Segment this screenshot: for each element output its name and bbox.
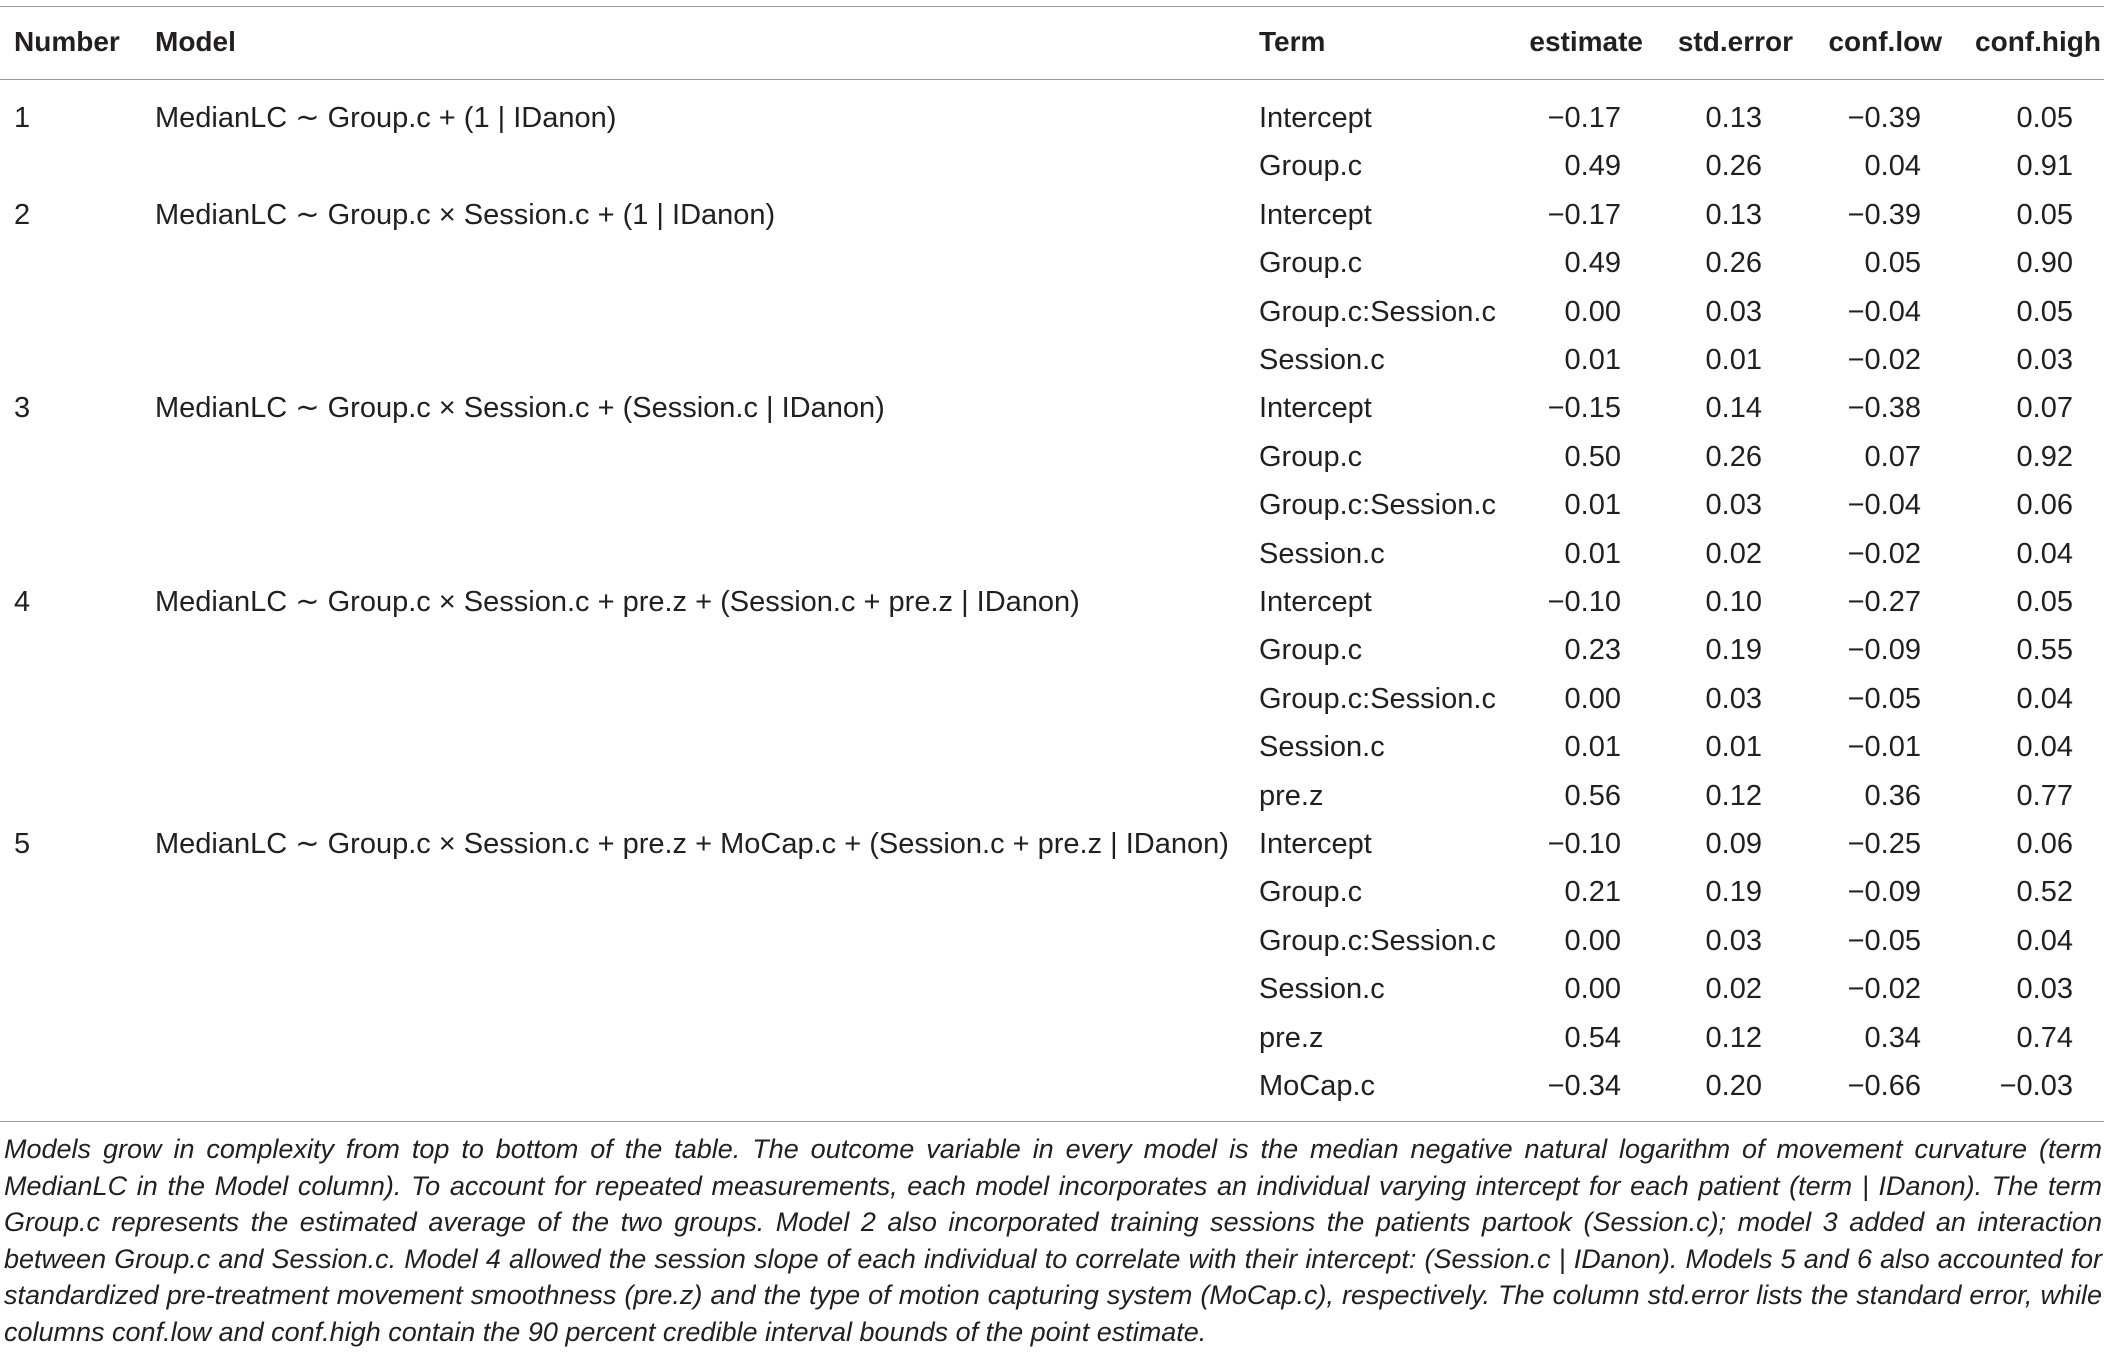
estimate-cell: −0.17 xyxy=(1547,102,1621,134)
header-term: Term xyxy=(1259,26,1326,57)
std-error-cell: 0.12 xyxy=(1705,779,1762,812)
conf-low-cell: −0.02 xyxy=(1847,973,1921,1006)
estimate-cell: −0.15 xyxy=(1547,392,1621,425)
conf-high-cell: 0.55 xyxy=(2016,634,2073,667)
header-conf-low: conf.low xyxy=(1828,26,1942,57)
estimate-cell: 0.49 xyxy=(1564,150,1621,183)
term-cell: pre.z xyxy=(1259,1021,1324,1054)
conf-low-cell: −0.02 xyxy=(1847,537,1921,570)
conf-high-cell: 0.05 xyxy=(2016,102,2073,134)
conf-high-cell: 0.04 xyxy=(2016,537,2073,570)
std-error-cell: 0.19 xyxy=(1705,876,1762,909)
std-error-cell: 0.03 xyxy=(1705,924,1762,957)
model-number: 3 xyxy=(14,392,31,425)
conf-low-cell: −0.05 xyxy=(1847,682,1921,715)
std-error-cell: 0.01 xyxy=(1705,344,1762,376)
term-cell: Intercept xyxy=(1259,102,1372,134)
term-cell: Intercept xyxy=(1259,198,1372,231)
model-number: 1 xyxy=(14,102,31,134)
model-formula: MedianLC ∼ Group.c × Session.c + (Session.c | IDanon) xyxy=(155,392,885,425)
term-cell: Group.c xyxy=(1259,247,1363,280)
estimate-cell: −0.34 xyxy=(1547,1070,1621,1102)
conf-low-cell: 0.07 xyxy=(1864,440,1921,473)
conf-high-cell: 0.74 xyxy=(2016,1021,2073,1054)
model-number: 4 xyxy=(14,586,31,618)
conf-low-cell: −0.25 xyxy=(1847,828,1921,860)
term-cell: pre.z xyxy=(1259,779,1324,812)
conf-high-cell: 0.07 xyxy=(2016,392,2073,425)
term-cell: Group.c:Session.c xyxy=(1259,924,1496,957)
table-top-rule xyxy=(0,6,2104,7)
conf-low-cell: −0.09 xyxy=(1847,634,1921,667)
term-cell: Session.c xyxy=(1259,344,1385,376)
term-cell: Group.c xyxy=(1259,150,1363,183)
model-formula: MedianLC ∼ Group.c × Session.c + pre.z + (Session.c + pre.z | IDanon) xyxy=(155,586,1080,618)
term-cell: Session.c xyxy=(1259,537,1385,570)
conf-low-cell: −0.38 xyxy=(1847,392,1921,425)
header-model: Model xyxy=(155,26,236,57)
model-formula: MedianLC ∼ Group.c × Session.c + pre.z + MoCap.c + (Session.c + pre.z | IDanon) xyxy=(155,828,1229,860)
term-cell: Group.c xyxy=(1259,876,1363,909)
model-number: 5 xyxy=(14,828,31,860)
conf-low-cell: −0.04 xyxy=(1847,295,1921,328)
conf-high-cell: −0.03 xyxy=(1999,1070,2073,1102)
term-cell: Intercept xyxy=(1259,828,1372,860)
std-error-cell: 0.20 xyxy=(1705,1070,1762,1102)
estimate-cell: 0.23 xyxy=(1564,634,1621,667)
std-error-cell: 0.03 xyxy=(1705,489,1762,522)
conf-high-cell: 0.91 xyxy=(2016,150,2073,183)
header-number: Number xyxy=(14,26,120,57)
std-error-cell: 0.02 xyxy=(1705,973,1762,1006)
std-error-cell: 0.12 xyxy=(1705,1021,1762,1054)
term-cell: Intercept xyxy=(1259,392,1372,425)
conf-low-cell: 0.34 xyxy=(1864,1021,1921,1054)
term-cell: Group.c:Session.c xyxy=(1259,489,1496,522)
estimate-cell: 0.00 xyxy=(1564,295,1621,328)
conf-high-cell: 0.05 xyxy=(2016,586,2073,618)
conf-low-cell: −0.27 xyxy=(1847,586,1921,618)
conf-low-cell: −0.39 xyxy=(1847,102,1921,134)
estimate-cell: 0.49 xyxy=(1564,247,1621,280)
model-formula: MedianLC ∼ Group.c × Session.c + (1 | IDanon) xyxy=(155,198,776,231)
term-cell: Group.c:Session.c xyxy=(1259,295,1496,328)
conf-high-cell: 0.77 xyxy=(2016,779,2073,812)
conf-low-cell: 0.36 xyxy=(1864,779,1921,812)
conf-low-cell: 0.05 xyxy=(1864,247,1921,280)
conf-low-cell: −0.02 xyxy=(1847,344,1921,376)
estimate-cell: 0.21 xyxy=(1564,876,1621,909)
header-std-error: std.error xyxy=(1677,26,1793,57)
estimate-cell: 0.01 xyxy=(1564,344,1621,376)
term-cell: Session.c xyxy=(1259,973,1385,1006)
term-cell: Intercept xyxy=(1259,586,1372,618)
conf-high-cell: 0.04 xyxy=(2016,924,2073,957)
conf-high-cell: 0.04 xyxy=(2016,731,2073,764)
conf-high-cell: 0.90 xyxy=(2016,247,2073,280)
term-cell: Session.c xyxy=(1259,731,1385,764)
conf-low-cell: −0.05 xyxy=(1847,924,1921,957)
conf-low-cell: −0.66 xyxy=(1847,1070,1921,1102)
std-error-cell: 0.13 xyxy=(1705,102,1762,134)
std-error-cell: 0.03 xyxy=(1705,682,1762,715)
estimate-cell: 0.56 xyxy=(1564,779,1621,812)
header-rule xyxy=(0,79,2104,80)
std-error-cell: 0.09 xyxy=(1705,828,1762,860)
std-error-cell: 0.10 xyxy=(1705,586,1762,618)
model-formula: MedianLC ∼ Group.c + (1 | IDanon) xyxy=(155,102,617,134)
conf-high-cell: 0.06 xyxy=(2016,828,2073,860)
std-error-cell: 0.14 xyxy=(1705,392,1762,425)
header-conf-high: conf.high xyxy=(1975,26,2101,57)
std-error-cell: 0.13 xyxy=(1705,198,1762,231)
conf-high-cell: 0.05 xyxy=(2016,198,2073,231)
conf-high-cell: 0.03 xyxy=(2016,973,2073,1006)
std-error-cell: 0.03 xyxy=(1705,295,1762,328)
std-error-cell: 0.26 xyxy=(1705,440,1762,473)
term-cell: Group.c:Session.c xyxy=(1259,682,1496,715)
std-error-cell: 0.26 xyxy=(1705,247,1762,280)
table-caption: Models grow in complexity from top to bottom of the table. The outcome variable in every model is the median negative natural logarithm of movement curvature (term MedianLC in the Model column). To account for repeated measurements, each model incorporates an individual varying intercept for each patient (term | IDanon). The term Group.c represents the estimated average of the two groups. Model 2 also incorporated training sessions the patients partook (Session.c); model 3 added an interaction between Group.c and Session.c. Model 4 allowed the session slope of each individual to correlate with their intercept: (Session.c | IDanon). Models 5 and 6 also accounted for standardized pre-treatment movement smoothness (pre.z) and the type of motion capturing system (MoCap.c), respectively. The column std.error lists the standard error, while columns conf.low and conf.high contain the 90 percent credible interval bounds of the point estimate. xyxy=(4,1134,2102,1347)
std-error-cell: 0.19 xyxy=(1705,634,1762,667)
conf-high-cell: 0.06 xyxy=(2016,489,2073,522)
conf-high-cell: 0.52 xyxy=(2016,876,2073,909)
header-estimate: estimate xyxy=(1529,26,1643,57)
estimate-cell: 0.01 xyxy=(1564,537,1621,570)
estimate-cell: 0.00 xyxy=(1564,682,1621,715)
estimate-cell: 0.00 xyxy=(1564,973,1621,1006)
conf-low-cell: −0.04 xyxy=(1847,489,1921,522)
conf-low-cell: −0.09 xyxy=(1847,876,1921,909)
estimate-cell: 0.00 xyxy=(1564,924,1621,957)
model-number: 2 xyxy=(14,198,31,231)
estimate-cell: 0.50 xyxy=(1564,440,1621,473)
conf-high-cell: 0.05 xyxy=(2016,295,2073,328)
estimate-cell: 0.01 xyxy=(1564,489,1621,522)
conf-high-cell: 0.04 xyxy=(2016,682,2073,715)
table-bottom-rule xyxy=(0,1121,2104,1122)
estimate-cell: −0.10 xyxy=(1547,828,1621,860)
std-error-cell: 0.26 xyxy=(1705,150,1762,183)
term-cell: MoCap.c xyxy=(1259,1070,1376,1102)
conf-high-cell: 0.03 xyxy=(2016,344,2073,376)
conf-high-cell: 0.92 xyxy=(2016,440,2073,473)
term-cell: Group.c xyxy=(1259,634,1363,667)
estimate-cell: −0.10 xyxy=(1547,586,1621,618)
std-error-cell: 0.02 xyxy=(1705,537,1762,570)
conf-low-cell: −0.39 xyxy=(1847,198,1921,231)
estimate-cell: 0.01 xyxy=(1564,731,1621,764)
estimate-cell: −0.17 xyxy=(1547,198,1621,231)
estimate-cell: 0.54 xyxy=(1564,1021,1621,1054)
conf-low-cell: −0.01 xyxy=(1847,731,1921,764)
term-cell: Group.c xyxy=(1259,440,1363,473)
conf-low-cell: 0.04 xyxy=(1864,150,1921,183)
std-error-cell: 0.01 xyxy=(1705,731,1762,764)
